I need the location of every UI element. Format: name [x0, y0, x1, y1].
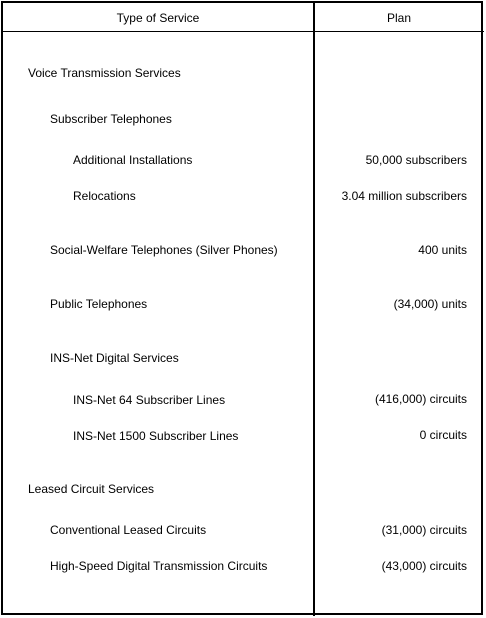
header-plan: Plan	[386, 11, 412, 25]
row-plan-additional-installations: 50,000 subscribers	[365, 153, 467, 167]
row-label-ins-net-1500: INS-Net 1500 Subscriber Lines	[73, 429, 239, 443]
row-label-ins-net-64: INS-Net 64 Subscriber Lines	[73, 393, 226, 407]
row-plan-conventional-leased-circuits: (31,000) circuits	[381, 523, 467, 537]
header-type-of-service: Type of Service	[116, 11, 200, 25]
row-label-additional-installations: Additional Installations	[73, 153, 193, 167]
column-divider	[313, 2, 315, 616]
row-plan-public-telephones: (34,000) units	[393, 297, 467, 311]
row-label-high-speed-digital-circuits: High-Speed Digital Transmission Circuits	[50, 559, 268, 573]
row-label-voice-transmission: Voice Transmission Services	[28, 66, 181, 80]
row-label-leased-circuit-services: Leased Circuit Services	[28, 482, 155, 496]
row-label-social-welfare-telephones: Social-Welfare Telephones (Silver Phones)	[50, 243, 278, 257]
row-plan-ins-net-1500: 0 circuits	[419, 428, 467, 442]
row-label-subscriber-telephones: Subscriber Telephones	[50, 112, 172, 126]
row-plan-ins-net-64: (416,000) circuits	[374, 392, 467, 406]
row-label-public-telephones: Public Telephones	[50, 297, 148, 311]
header-divider	[2, 31, 484, 32]
row-plan-high-speed-digital-circuits: (43,000) circuits	[381, 559, 467, 573]
row-plan-social-welfare-telephones: 400 units	[418, 243, 467, 257]
row-label-ins-net-digital-services: INS-Net Digital Services	[50, 351, 179, 365]
row-label-relocations: Relocations	[73, 189, 136, 203]
row-label-conventional-leased-circuits: Conventional Leased Circuits	[50, 523, 207, 537]
row-plan-relocations: 3.04 million subscribers	[341, 189, 467, 203]
